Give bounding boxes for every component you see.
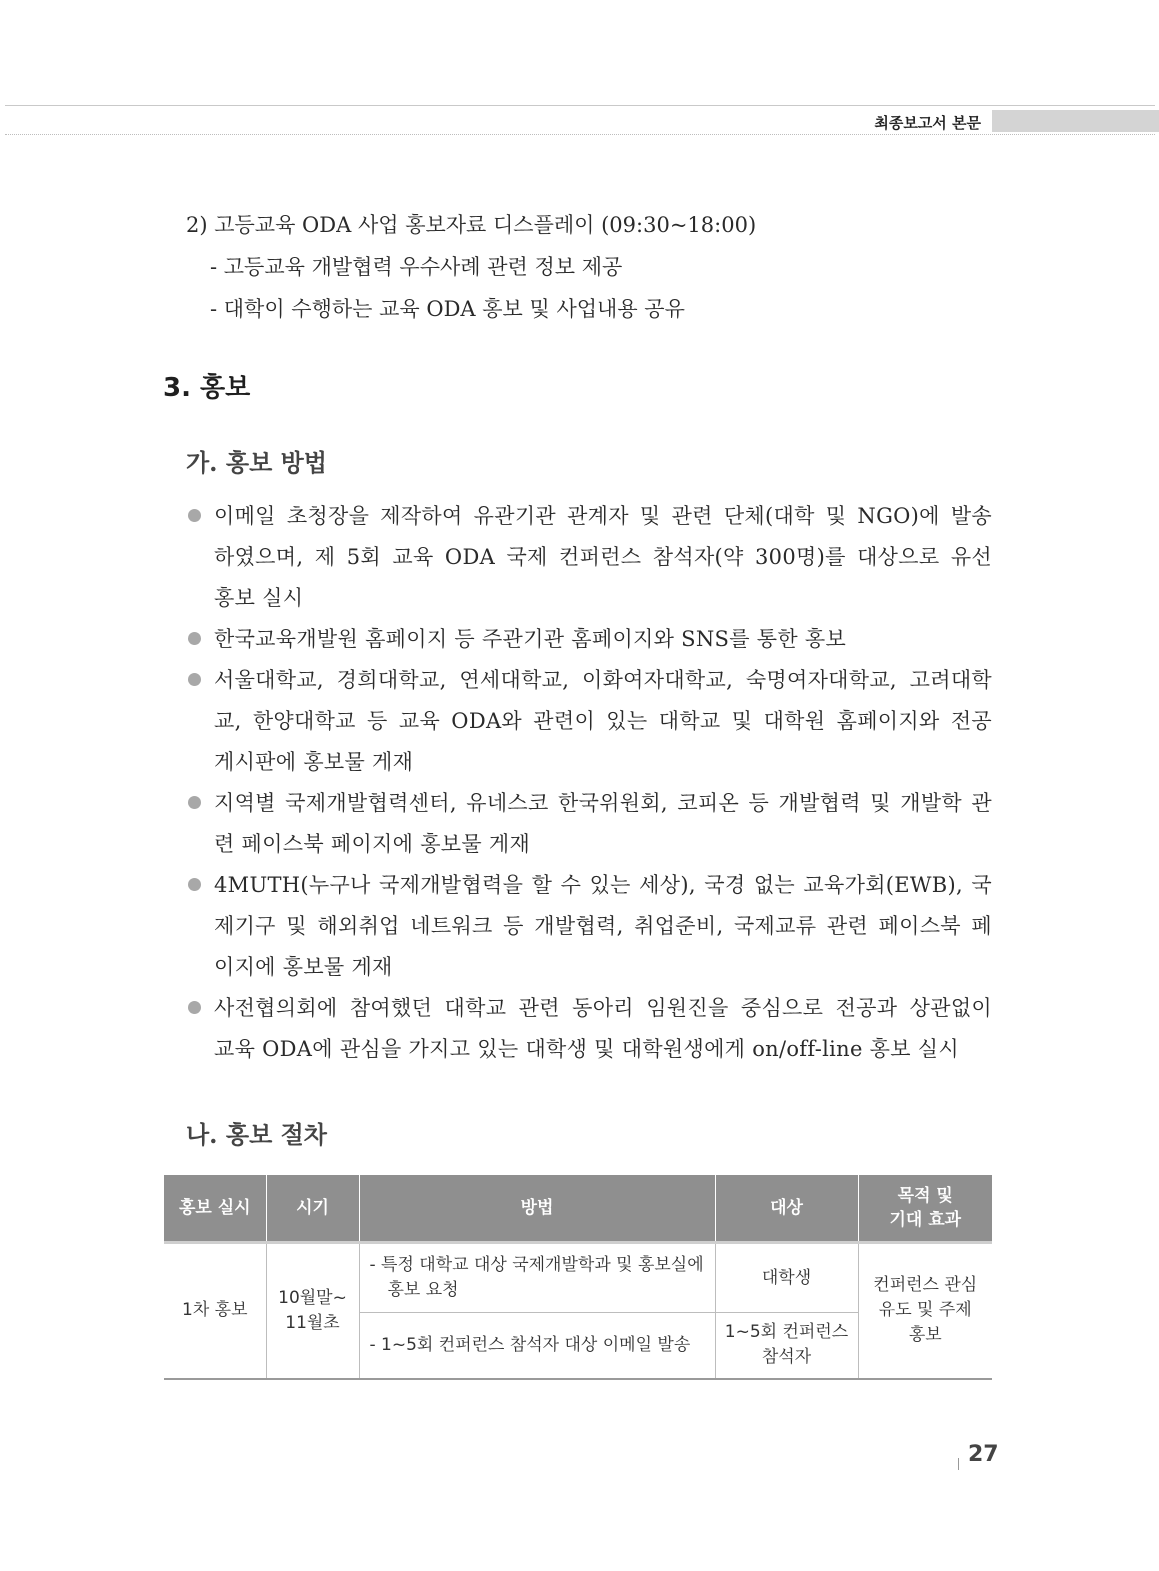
- method-text: - 1~5회 컨퍼런스 참석자 대상 이메일 발송: [369, 1334, 691, 1355]
- list-item: [186, 619, 992, 660]
- list-item: [186, 496, 992, 619]
- display-item: - 고등교육 개발협력 우수사례 관련 정보 제공: [210, 255, 623, 279]
- page-number: [958, 1442, 999, 1467]
- header-rule: [5, 105, 1155, 106]
- column-header-method: 방법: [359, 1175, 715, 1243]
- method-cell: [359, 1313, 715, 1379]
- bullet-line: 4MUTH(누구나 국제개발협력을 할 수 있는 세상), 국경 없는 교육가회(EWB), 국: [214, 873, 992, 897]
- list-item: [186, 865, 992, 988]
- bullet-line: 사전협의회에 참여했던 대학교 관련 동아리 임원진을 중심으로 전공과 상관없이: [214, 996, 992, 1020]
- column-header-target: 대상: [715, 1175, 858, 1243]
- list-item: [186, 988, 992, 1070]
- period-cell: 10월말~ 11월초: [266, 1243, 359, 1379]
- method-cell: [359, 1243, 715, 1313]
- list-item: [186, 783, 992, 865]
- section-title: 3. 홍보: [163, 373, 251, 403]
- column-header-round: 홍보 실시: [164, 1175, 266, 1243]
- method-text: - 특정 대학교 대상 국제개발학과 및 홍보실에 홍보 요청: [369, 1255, 704, 1300]
- procedure-table: [164, 1175, 992, 1380]
- bullet-line: 한국교육개발원 홈페이지 등 주관기관 홈페이지와 SNS를 통한 홍보: [214, 627, 847, 651]
- procedure-title: 나. 홍보 절차: [186, 1120, 327, 1149]
- bullet-line: 제기구 및 해외취업 네트워크 등 개발협력, 취업준비, 국제교류 관련 페이스북 페: [214, 914, 992, 938]
- bullet-line: 서울대학교, 경희대학교, 연세대학교, 이화여자대학교, 숙명여자대학교, 고려대학: [214, 668, 992, 692]
- running-header-label: 최종보고서 본문: [874, 114, 981, 132]
- bullet-line: 홍보 실시: [214, 586, 304, 610]
- column-header-purpose: 목적 및 기대 효과: [858, 1175, 992, 1243]
- display-item: - 대학이 수행하는 교육 ODA 홍보 및 사업내용 공유: [210, 297, 685, 321]
- methods-title: 가. 홍보 방법: [186, 448, 327, 477]
- table-row: [164, 1243, 992, 1313]
- bullet-line: 지역별 국제개발협력센터, 유네스코 한국위원회, 코피온 등 개발협력 및 개발학 관: [214, 791, 992, 815]
- bullet-line: 교육 ODA에 관심을 가지고 있는 대학생 및 대학원생에게 on/off-line 홍보 실시: [214, 1037, 959, 1061]
- bullet-line: 이지에 홍보물 게재: [214, 955, 393, 979]
- bullet-icon: [188, 632, 201, 645]
- page-number-text: 27: [968, 1442, 999, 1467]
- running-header-bar: [992, 110, 1159, 132]
- bullet-icon: [188, 509, 201, 522]
- round-cell: 1차 홍보: [164, 1243, 266, 1379]
- bullet-line: 련 페이스북 페이지에 홍보물 게재: [214, 832, 531, 856]
- target-cell: 대학생: [715, 1243, 858, 1313]
- header-dotted-rule: [5, 134, 1155, 135]
- table-header-row: [164, 1175, 992, 1243]
- target-cell: 1~5회 컨퍼런스 참석자: [715, 1313, 858, 1379]
- list-item: [186, 660, 992, 783]
- bullet-icon: [188, 878, 201, 891]
- display-section: [186, 204, 756, 330]
- purpose-cell: 컨퍼런스 관심 유도 및 주제 홍보: [858, 1243, 992, 1379]
- bullet-icon: [188, 673, 201, 686]
- bullet-line: 교, 한양대학교 등 교육 ODA와 관련이 있는 대학교 및 대학원 홈페이지와 전공: [214, 709, 992, 733]
- bullet-line: 하였으며, 제 5회 교육 ODA 국제 컨퍼런스 참석자(약 300명)를 대상으로 유선: [214, 545, 992, 569]
- methods-bullet-list: [186, 496, 992, 1070]
- bullet-icon: [188, 1001, 201, 1014]
- bullet-icon: [188, 796, 201, 809]
- display-heading: 2) 고등교육 ODA 사업 홍보자료 디스플레이 (09:30~18:00): [186, 213, 757, 237]
- column-header-period: 시기: [266, 1175, 359, 1243]
- bullet-line: 게시판에 홍보물 게재: [214, 750, 414, 774]
- bullet-line: 이메일 초청장을 제작하여 유관기관 관계자 및 관련 단체(대학 및 NGO)에 발송: [214, 504, 992, 528]
